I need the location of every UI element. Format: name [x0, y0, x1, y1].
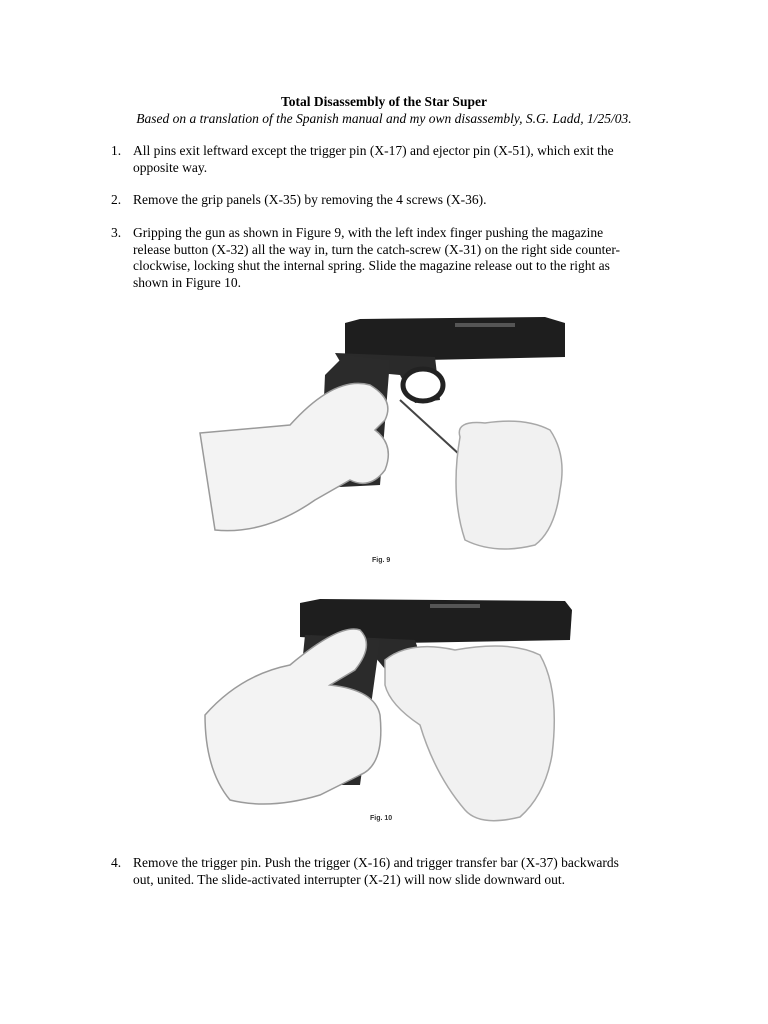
- list-item-text: Gripping the gun as shown in Figure 9, with the left index finger pushing the magazine release button (X-32) all the way in, turn the catch-screw (X-31) on the right side counter-clockwise, locking shut the internal spring. Slide the magazine release out to the right as shown in Figure 10.: [133, 225, 621, 290]
- hand-right-figure: [456, 421, 562, 549]
- rod-line: [400, 400, 460, 455]
- document-subtitle: Based on a translation of the Spanish manual and my own disassembly, S.G. Ladd, 1/25/03.: [136, 111, 632, 126]
- list-item: [111, 192, 638, 209]
- list-item: [111, 143, 638, 176]
- figure-10-illustration: [200, 595, 575, 830]
- list-item-number: 1.: [111, 143, 122, 158]
- list-item-text: Remove the grip panels (X-35) by removing the 4 screws (X-36).: [133, 192, 487, 207]
- document-title: Total Disassembly of the Star Super: [281, 94, 487, 109]
- list-item-number: 4.: [111, 855, 122, 870]
- list-item-number: 2.: [111, 192, 122, 207]
- list-item-number: 3.: [111, 225, 122, 240]
- slide-serrations: [430, 604, 480, 608]
- list-item: [111, 225, 638, 291]
- slide-serrations: [455, 323, 515, 327]
- list-item: [111, 855, 638, 888]
- hand-left-figure: [205, 629, 381, 804]
- figure-10-caption: Fig. 10: [370, 815, 393, 822]
- hand-right-figure: [385, 646, 554, 821]
- hand-left-figure: [200, 383, 388, 530]
- figure-9-illustration: [195, 305, 575, 570]
- figure-9-caption: Fig. 9: [372, 557, 391, 564]
- trigger-guard: [403, 369, 443, 401]
- list-item-text: All pins exit leftward except the trigger pin (X-17) and ejector pin (X-51), which exit the opposite way.: [133, 143, 614, 175]
- list-item-text: Remove the trigger pin. Push the trigger (X-16) and trigger transfer bar (X-37) backwards out, united. The slide-activated interrupter (X-21) will now slide downward out.: [133, 855, 619, 887]
